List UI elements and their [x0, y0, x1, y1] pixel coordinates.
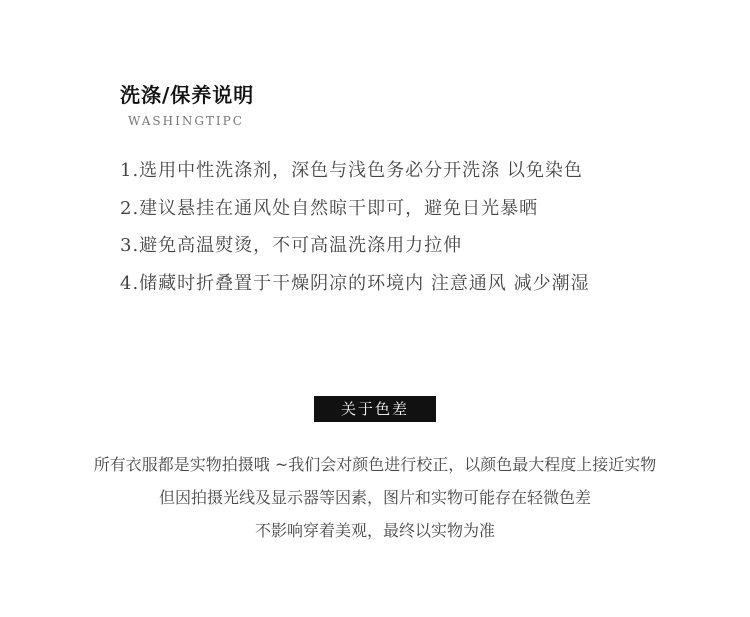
- care-instruction-item: 2.建议悬挂在通风处自然晾干即可，避免日光暴晒: [120, 197, 539, 219]
- notice-line: 所有衣服都是实物拍摄哦 ~我们会对颜色进行校正，以颜色最大程度上接近实物: [93, 455, 657, 474]
- notice-line: 但因拍摄光线及显示器等因素，图片和实物可能存在轻微色差: [158, 488, 591, 507]
- section-title: 洗涤/保养说明: [120, 83, 255, 107]
- care-instruction-item: 1.选用中性洗涤剂，深色与浅色务必分开洗涤 以免染色: [120, 160, 583, 181]
- color-difference-badge: 关于色差: [314, 396, 436, 422]
- care-instruction-item: 3.避免高温熨烫，不可高温洗涤用力拉伸: [120, 235, 463, 256]
- care-instructions-list: [120, 152, 590, 302]
- care-instruction-item: 4.储藏时折叠置于干燥阴凉的环境内 注意通风 减少潮湿: [120, 272, 590, 294]
- section-subtitle: WASHINGTIPC: [128, 114, 244, 128]
- notice-line: 不影响穿着美观，最终以实物为准: [254, 521, 495, 540]
- color-difference-notice: [0, 448, 750, 547]
